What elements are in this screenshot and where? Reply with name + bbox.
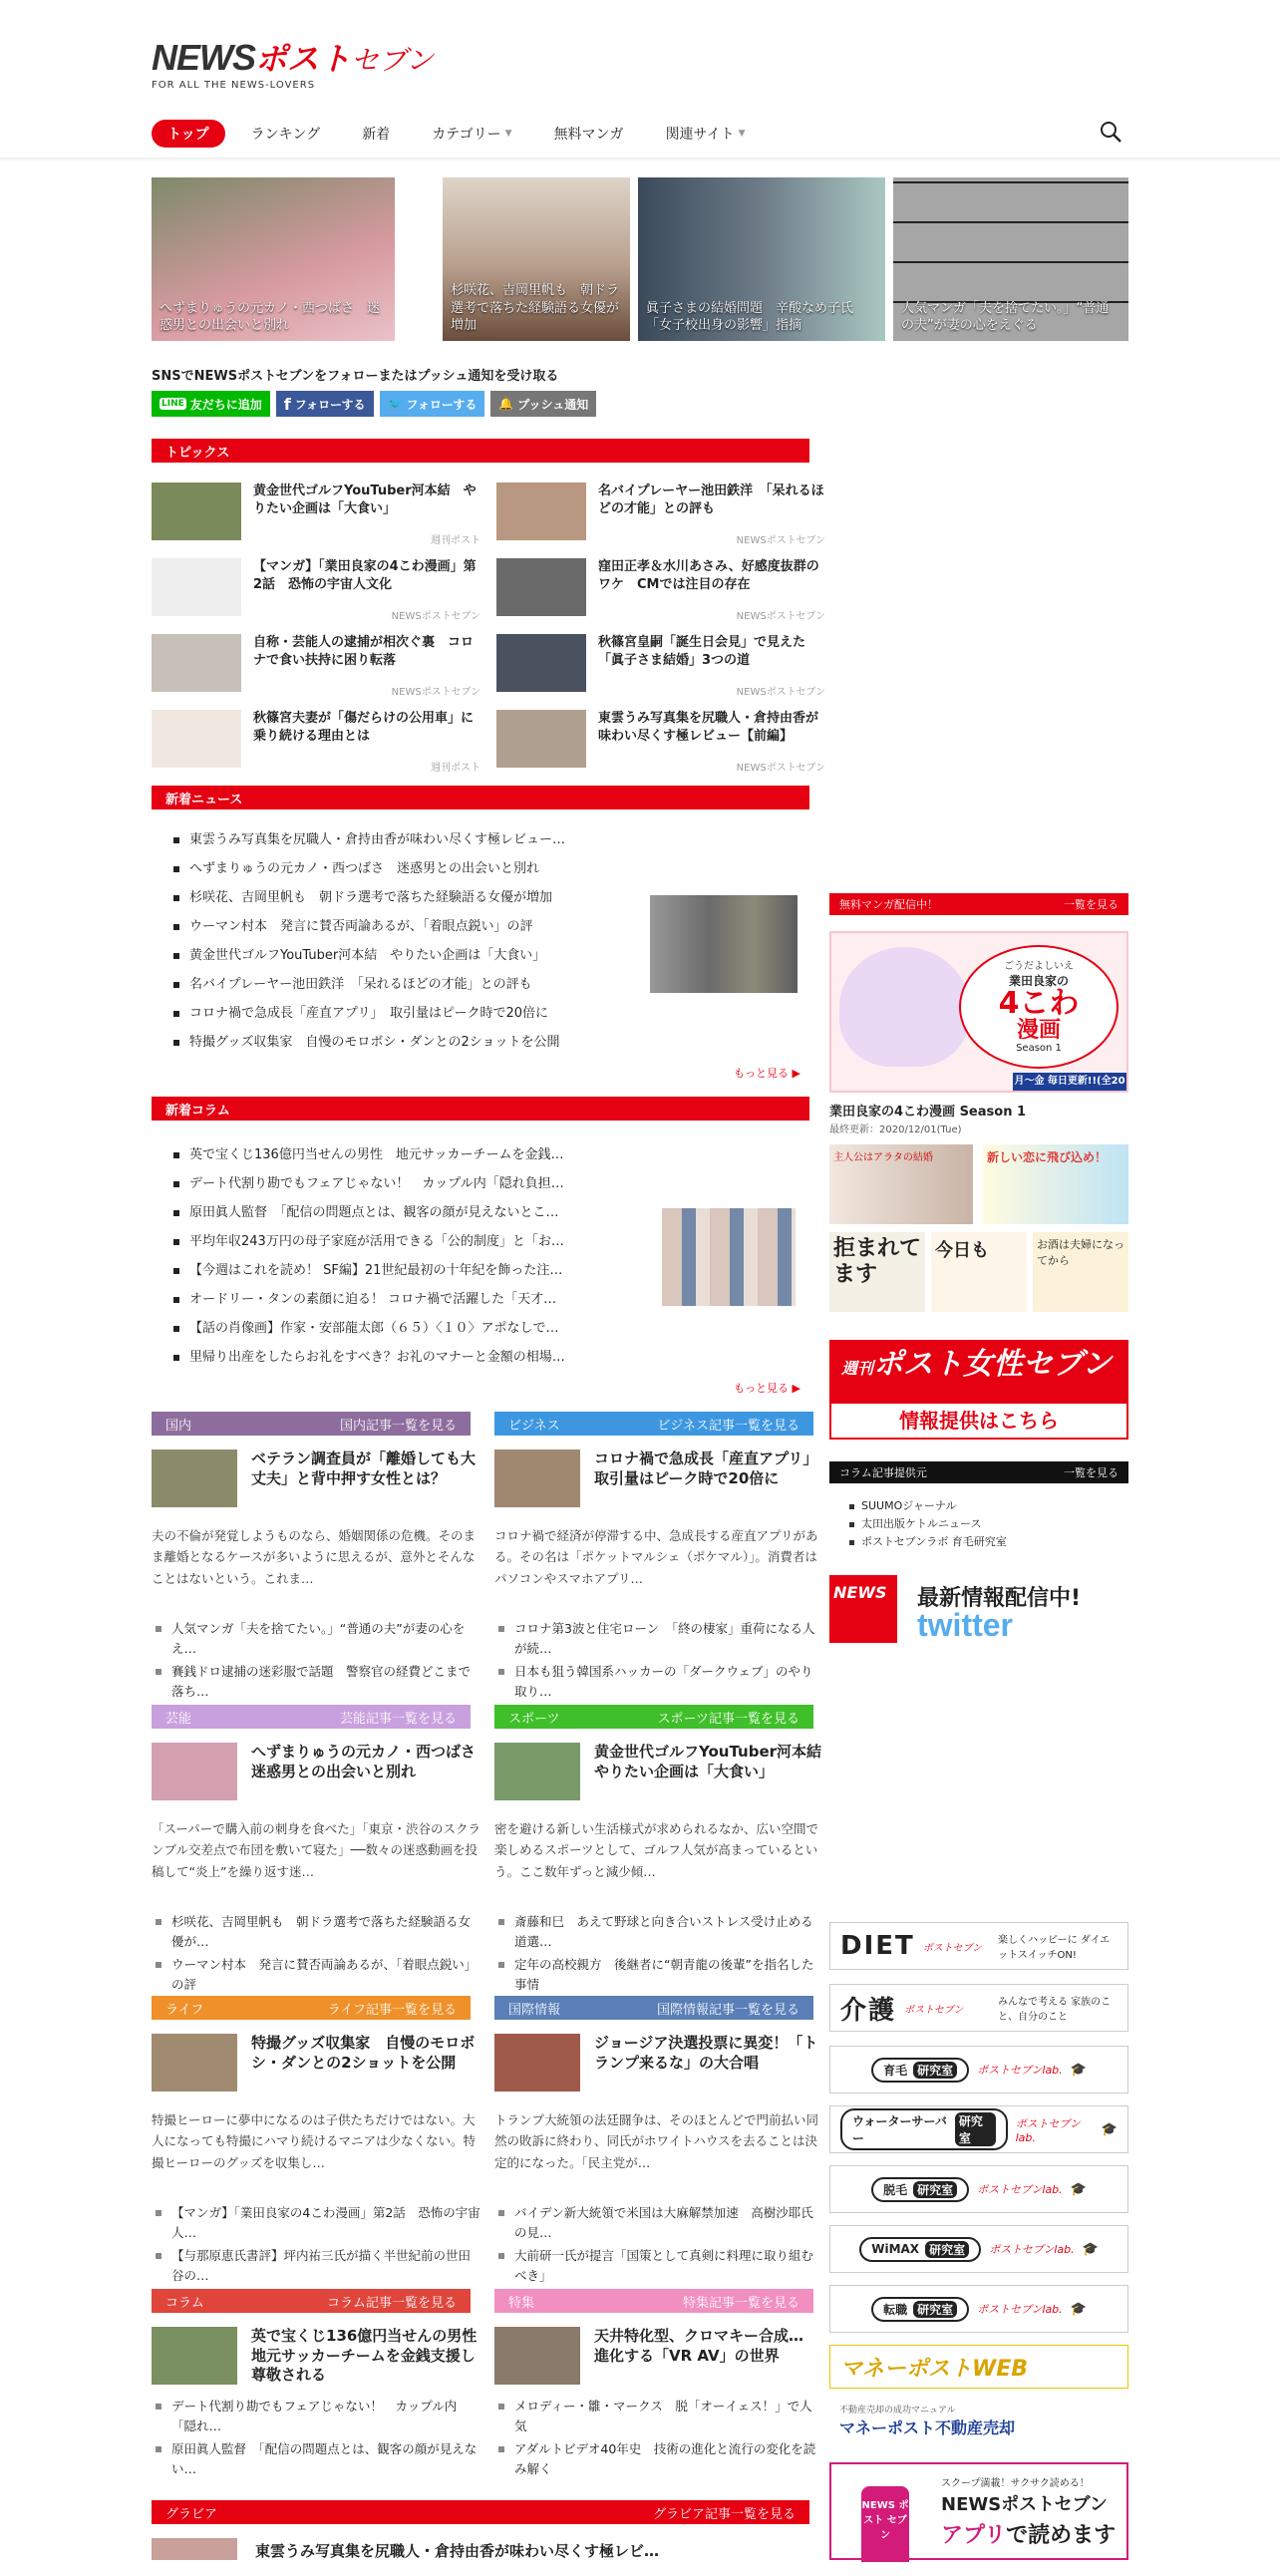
topic-source: NEWSポストセブン (391, 611, 480, 622)
topic-source: NEWSポストセブン (736, 611, 825, 622)
topic-item[interactable] (152, 710, 480, 780)
sidebar-banner[interactable]: 転職 研究室 ポストセブンlab. 🎓 (829, 2285, 1128, 2333)
sidebar-banner[interactable]: DIET ポストセブン 楽しくハッピーに ダイエットスイッチON! (829, 1922, 1128, 1970)
related-link[interactable]: 杉咲花、吉岡里帆も 朝ドラ選考で落ちた経験語る女優が… (152, 1912, 480, 1952)
category-related-list (494, 1912, 823, 1998)
sidebar-banner[interactable]: 介護 ポストセブン みんなで考える 家族のこと、自分のこと (829, 1984, 1128, 2032)
manga-title[interactable]: 業田良家の4こわ漫画 Season 1 (829, 1105, 1027, 1120)
related-link[interactable]: メロディー・雛・マークス 脱「オーイェス！」で人気 (494, 2397, 823, 2436)
gravure-list-link[interactable]: グラビア記事一覧を見る (652, 2506, 796, 2522)
category-related-list (494, 2203, 823, 2289)
category-description: コロナ禍で経済が停滞する中、急成長する産直アプリがある。その名は「ポケットマルシェ（ポケマル）」。消費者はパソコンやスマホアプリ… (494, 1528, 818, 1586)
topics-heading: トピックス (152, 439, 809, 463)
topic-source: 週刊ポスト (431, 763, 480, 774)
graduation-cap-icon: 🎓 (1070, 2062, 1087, 2078)
twitter-banner-label[interactable]: 最新情報配信中! (917, 1586, 1082, 1611)
list-item[interactable]: 東雲うみ写真集を尻職人・倉持由香が味わい尽くす極レビュー… (167, 825, 636, 854)
column-heading: 新着コラム (152, 1097, 809, 1121)
hero-card-3[interactable] (638, 177, 885, 341)
list-item[interactable]: オードリー・タンの素顔に迫る！ コロナ禍で活躍した「天才… (167, 1285, 636, 1314)
category-headline[interactable]: 英で宝くじ136億円当せんの男性 地元サッカーチームを金銭支援し尊敬される (251, 2327, 492, 2384)
category-heading: 国内 国内記事一覧を見る (152, 1412, 471, 1436)
hero-caption: へずまりゅうの元カノ・西つばさ 迷惑男との出会いと別れ (160, 300, 381, 334)
category-description: 夫の不倫が発覚しようものなら、婚姻関係の危機。そのまま離婚となるケースが多いように思えるが、意外とそんなことはないという。これま… (152, 1528, 477, 1586)
category-description: 特撮ヒーローに夢中になるのは子供たちだけではない。大人になっても特撮にハマり続けるマニアは少なくない。特撮ヒーローのグッズを収集し… (152, 2112, 477, 2170)
category-related-list (152, 2397, 480, 2482)
topic-source: NEWSポストセブン (736, 687, 825, 698)
related-link[interactable]: 人気マンガ「夫を捨てたい。」“普通の夫”が妻の心をえ… (152, 1619, 480, 1659)
category-related-list (152, 1619, 480, 1705)
nav-ranking[interactable]: ランキング (250, 127, 321, 143)
category-block (494, 2327, 823, 2576)
topic-title: 名バイプレーヤー池田鉄洋 「呆れるほどの才能」との評も (598, 483, 824, 516)
category-list-link[interactable]: 特集記事一覧を見る (682, 2295, 800, 2311)
logo-tagline: FOR ALL THE NEWS-LOVERS (152, 80, 316, 91)
topic-item[interactable] (496, 483, 825, 552)
topic-thumb (152, 483, 241, 540)
list-item[interactable]: デート代割り勘でもフェアじゃない！ カップル内「隠れ負担… (167, 1169, 636, 1198)
list-item[interactable]: 英で宝くじ136億円当せんの男性 地元サッカーチームを金銭… (167, 1140, 636, 1169)
app-banner[interactable]: NEWS ポスト セブン スクープ満載！サクサク読める！ NEWSポストセブン アプリで読めます (829, 2462, 1128, 2560)
related-link[interactable]: 【与那原恵氏書評】坪内祐三氏が描く半世紀前の世田谷の… (152, 2246, 480, 2286)
category-related-list (152, 1912, 480, 1998)
category-list-link[interactable]: コラム記事一覧を見る (327, 2295, 457, 2311)
manga-thumb-4[interactable]: 今日も (931, 1232, 1027, 1312)
category-headline[interactable]: ジョージア決選投票に異変！「トランプ来るな」の大合唱 (594, 2034, 818, 2072)
topic-thumb (152, 558, 241, 616)
graduation-cap-icon: 🎓 (1070, 2181, 1087, 2197)
category-description: トランプ大統領の法廷闘争は、そのほとんどで門前払い同然の敗訴に終わり、同氏がホワイトハウスを去ることは決定的になった。「民主党が… (494, 2112, 819, 2170)
category-thumb[interactable] (152, 2327, 237, 2385)
topic-title: 自称・芸能人の逮捕が相次ぐ裏 コロナで食い扶持に困り転落 (253, 635, 475, 668)
category-list-link[interactable]: 芸能記事一覧を見る (339, 1711, 457, 1727)
sns-buttons (152, 391, 596, 417)
sidebar-banner[interactable]: ウォーターサーバー 研究室 ポストセブンlab. 🎓 (829, 2105, 1128, 2153)
category-heading: 特集 特集記事一覧を見る (494, 2289, 813, 2313)
category-headline[interactable]: へずまりゅうの元カノ・西つばさ 迷惑男との出会いと別れ (251, 1743, 491, 1780)
topic-item[interactable] (152, 558, 480, 628)
provider-list (849, 1497, 1007, 1551)
category-thumb[interactable] (152, 1743, 237, 1800)
manga-thumb-2[interactable]: 新しい恋に飛び込め！ (983, 1144, 1128, 1224)
category-description: 密を避ける新しい生活様式が求められるなか、広い空間で楽しめるスポーツとして、ゴルフ人気が高まっているという。ここ数年ずっと減少傾… (494, 1821, 819, 1879)
graduation-cap-icon: 🎓 (1101, 2121, 1118, 2137)
site-logo[interactable] (152, 34, 434, 91)
topic-item[interactable] (496, 634, 825, 704)
topic-title: 窪田正孝＆水川あさみ、好感度抜群のワケ CMでは注目の存在 (598, 559, 819, 592)
hero-card-1[interactable] (152, 177, 395, 341)
manga-list-link[interactable]: 一覧を見る (1064, 898, 1119, 911)
category-heading: 芸能 芸能記事一覧を見る (152, 1705, 471, 1729)
facebook-follow-button[interactable]: f フォローする (276, 391, 374, 417)
sidebar-banner[interactable]: WiMAX 研究室 ポストセブンlab. 🎓 (829, 2225, 1128, 2273)
topic-item[interactable] (496, 710, 825, 780)
list-item[interactable]: 原田眞人監督 「配信の問題点とは、観客の顔が見えないとこ… (167, 1198, 636, 1227)
bell-icon: 🔔 (498, 397, 514, 411)
topic-item[interactable] (152, 634, 480, 704)
topic-thumb (152, 710, 241, 768)
list-item[interactable]: 平均年収243万円の母子家庭が活用できる「公的制度」と「お… (167, 1227, 636, 1256)
provider-item[interactable]: SUUMOジャーナル (849, 1497, 1007, 1515)
topic-title: 東雲うみ写真集を尻職人・倉持由香が味わい尽くす極レビュー【前編】 (598, 711, 819, 744)
hero-caption: 杉咲花、吉岡里帆も 朝ドラ選考で落ちた経験語る女優が増加 (451, 283, 620, 334)
category-block (494, 1449, 823, 1699)
category-block (152, 2034, 480, 2283)
twitter-icon: 🐦 (387, 397, 403, 411)
provider-item[interactable]: ポストセブンラボ 育毛研究室 (849, 1533, 1007, 1551)
manga-thumb-3[interactable]: 拒まれてます (829, 1232, 925, 1312)
category-list-link[interactable]: 国際情報記事一覧を見る (656, 2002, 800, 2018)
newspost-twitter-mark: NEWS (829, 1575, 897, 1643)
category-heading: コラム コラム記事一覧を見る (152, 2289, 471, 2313)
related-link[interactable]: コロナ第3波と住宅ローン 「終の棲家」重荷になる人が続… (494, 1619, 823, 1659)
related-link[interactable]: 日本も狙う韓国系ハッカーの「ダークウェブ」のやり取り… (494, 1662, 823, 1702)
category-headline[interactable]: 天井特化型、クロマキー合成… 進化する「VR AV」の世界 (594, 2327, 819, 2365)
topic-thumb (496, 710, 586, 768)
category-heading: ライフ ライフ記事一覧を見る (152, 1996, 471, 2020)
related-link[interactable]: 斎藤和巳 あえて野球と向き合いストレス受け止める道選… (494, 1912, 823, 1952)
twitter-brand: twitter (917, 1607, 1013, 1643)
sidebar-banner[interactable]: 脱毛 研究室 ポストセブンlab. 🎓 (829, 2165, 1128, 2213)
category-heading: ビジネス ビジネス記事一覧を見る (494, 1412, 813, 1436)
category-thumb[interactable] (152, 2034, 237, 2092)
list-item[interactable]: 【話の肖像画】作家・安部龍太郎（６５）〈１０〉アポなしで… (167, 1314, 636, 1343)
hero-card-4[interactable] (893, 177, 1128, 341)
list-item[interactable]: ウーマン村本 発言に賛否両論あるが、「着眼点鋭い」の評 (167, 912, 636, 941)
list-item[interactable]: 黄金世代ゴルフYouTuber河本結 やりたい企画は「大食い」 (167, 941, 636, 970)
category-heading: スポーツ スポーツ記事一覧を見る (494, 1705, 813, 1729)
topic-thumb (496, 558, 586, 616)
category-headline[interactable]: 黄金世代ゴルフYouTuber河本結 やりたい企画は「大食い」 (594, 1743, 837, 1780)
topic-item[interactable] (152, 483, 480, 552)
category-thumb[interactable] (494, 1449, 580, 1507)
hero-caption: 眞子さまの結婚問題 辛酸なめ子氏「女子校出身の影響」指摘 (646, 300, 854, 334)
manga-thumb-1[interactable]: 主人公はアラタの結婚 (829, 1144, 973, 1224)
graduation-cap-icon: 🎓 (1070, 2301, 1087, 2317)
category-list-link[interactable]: ライフ記事一覧を見る (327, 2002, 457, 2018)
list-item[interactable]: 杉咲花、吉岡里帆も 朝ドラ選考で落ちた経験語る女優が増加 (167, 883, 636, 912)
category-thumb[interactable] (494, 2327, 580, 2385)
logo-seven-text: セブン (351, 46, 434, 77)
topic-title: 【マンガ】「業田良家の4こわ漫画」第2話 恐怖の宇宙人文化 (253, 559, 477, 592)
hero-caption: 人気マンガ「夫を捨てたい。」“普通の夫”が妻の心をえぐる (901, 300, 1110, 334)
josei-seven-banner[interactable]: 週刊ポスト女性セブン 情報提供はこちら (829, 1340, 1128, 1440)
manga-character-image (839, 947, 969, 1067)
category-list-link[interactable]: 国内記事一覧を見る (339, 1418, 457, 1434)
sidebar-banner[interactable]: マネーポストWEB (829, 2345, 1128, 2389)
nav-category[interactable]: カテゴリー ▼ (432, 127, 512, 143)
list-item[interactable]: 名バイプレーヤー池田鉄洋 「呆れるほどの才能」との評も (167, 970, 636, 999)
category-block (152, 1449, 480, 1699)
gravure-heading: グラビア グラビア記事一覧を見る (152, 2500, 809, 2524)
related-link[interactable]: 【マンガ】「業田良家の4こわ漫画」第2話 恐怖の宇宙人… (152, 2203, 480, 2243)
related-link[interactable]: 原田眞人監督 「配信の問題点とは、観客の顔が見えない… (152, 2439, 480, 2479)
twitter-follow-button[interactable]: 🐦 フォローする (380, 391, 485, 417)
chevron-down-icon: ▼ (738, 129, 746, 139)
manga-thumb-5[interactable]: お酒は夫婦になってから (1033, 1232, 1128, 1312)
sidebar-banner[interactable]: 育毛 研究室 ポストセブンlab. 🎓 (829, 2046, 1128, 2093)
provider-list-link[interactable]: 一覧を見る (1064, 1466, 1119, 1479)
nav-free-manga[interactable]: 無料マンガ (553, 127, 624, 143)
related-link[interactable]: 賽銭ドロ逮捕の迷彩服で話題 警察官の経費どこまで落ち… (152, 1662, 480, 1702)
related-link[interactable]: 大前研一氏が提言「国策として真剣に料理に取り組むべき」 (494, 2246, 823, 2286)
category-list-link[interactable]: ビジネス記事一覧を見る (657, 1418, 800, 1434)
topic-thumb (496, 634, 586, 692)
topic-title: 秋篠宮皇嗣「誕生日会見」で見えた「眞子さま結婚」3つの道 (598, 635, 806, 668)
sidebar-banner[interactable]: 不動産売却の成功マニュアル マネーポスト不動産売却 (829, 2403, 1128, 2454)
main-nav (152, 120, 1128, 148)
provider-item[interactable]: 太田出版ケトルニュース (849, 1515, 1007, 1533)
topic-source: NEWSポストセブン (391, 687, 480, 698)
chevron-down-icon: ▼ (504, 129, 512, 139)
topic-thumb (496, 483, 586, 540)
topic-thumb (152, 634, 241, 692)
category-related-list (494, 1619, 823, 1705)
list-item[interactable]: コロナ禍で急成長「産直アプリ」 取引量はピーク時で20倍に (167, 999, 636, 1028)
category-headline[interactable]: コロナ禍で急成長「産直アプリ」 取引量はピーク時で20倍に (594, 1449, 825, 1487)
topic-item[interactable] (496, 558, 825, 628)
nav-top[interactable]: トップ (152, 120, 225, 148)
graduation-cap-icon: 🎓 (1082, 2241, 1099, 2257)
column-list (167, 1140, 636, 1372)
category-description: 「スーパーで購入前の刺身を食べた」「東京・渋谷のスクランブル交差点で布団を敷いて寝た」──数々の迷惑動画を投稿して“炎上”を繰り返す迷… (152, 1821, 481, 1879)
push-notification-button[interactable]: 🔔 プッシュ通知 (490, 391, 596, 417)
related-link[interactable]: デート代割り勘でもフェアじゃない！ カップル内「隠れ… (152, 2397, 480, 2436)
news-more-link[interactable]: もっと見る ▶ (734, 1067, 800, 1080)
related-link[interactable]: 定年の高校親方 後継者に“朝青龍の後輩”を指名した事情 (494, 1955, 823, 1995)
list-item[interactable]: 特撮グッズ収集家 自慢のモロボシ・ダンとの2ショットを公開 (167, 1028, 636, 1057)
category-headline[interactable]: 特撮グッズ収集家 自慢のモロボシ・ダンとの2ショットを公開 (251, 2034, 476, 2072)
related-link[interactable]: ウーマン村本 発言に賛否両論あるが、「着眼点鋭い」の評 (152, 1955, 480, 1995)
line-add-friend-button[interactable]: LINE 友だちに追加 (152, 391, 270, 417)
category-thumb[interactable] (152, 1449, 237, 1507)
line-icon: LINE (161, 399, 184, 409)
column-more-link[interactable]: もっと見る ▶ (734, 1382, 800, 1395)
sns-heading: SNSでNEWSポストセブンをフォローまたはプッシュ通知を受け取る (152, 369, 559, 384)
provider-heading: コラム記事提供元 一覧を見る (829, 1461, 1128, 1483)
logo-news-text: NEWS (152, 37, 255, 78)
category-list-link[interactable]: スポーツ記事一覧を見る (657, 1711, 800, 1727)
category-thumb[interactable] (494, 2034, 580, 2092)
news-heading: 新着ニュース (152, 786, 809, 809)
app-badge: NEWS ポスト セブン (861, 2486, 909, 2562)
news-list (167, 825, 636, 1057)
topic-source: NEWSポストセブン (736, 535, 825, 546)
news-image[interactable] (650, 895, 798, 993)
nav-new[interactable]: 新着 (362, 127, 391, 143)
topic-source: 週刊ポスト (431, 535, 480, 546)
list-item[interactable]: 【今週はこれを読め！ SF編】21世紀最初の十年紀を飾った注… (167, 1256, 636, 1285)
hero-card-2[interactable] (443, 177, 630, 341)
manga-updated: 最終更新：2020/12/01(Tue) (829, 1125, 962, 1135)
column-image[interactable] (662, 1208, 796, 1306)
facebook-icon: f (283, 394, 291, 414)
category-related-list (152, 2203, 480, 2289)
category-related-list (494, 2397, 823, 2482)
topic-title: 黄金世代ゴルフYouTuber河本結 やりたい企画は「大食い」 (253, 483, 477, 516)
related-link[interactable]: バイデン新大統領で米国は大麻解禁加速 高樹沙耶氏の見… (494, 2203, 823, 2243)
category-block (152, 1743, 491, 1992)
logo-post-text: ポスト (255, 40, 352, 78)
topic-title: 秋篠宮夫妻が「傷だらけの公用車」に乗り続ける理由とは (253, 711, 475, 744)
free-manga-heading: 無料マンガ配信中！ 一覧を見る (829, 893, 1128, 915)
list-item[interactable]: 里帰り出産をしたらお礼をすべき？お礼のマナーと金額の相場… (167, 1343, 636, 1372)
category-block (494, 1743, 837, 1992)
list-item[interactable]: へずまりゅうの元カノ・西つばさ 迷惑男との出会いと別れ (167, 854, 636, 883)
topic-source: NEWSポストセブン (736, 763, 825, 774)
gravure-thumb[interactable] (152, 2538, 237, 2560)
manga-banner[interactable]: ごうだよしいえ 業田良家の 4こわ 漫画 Season 1 月～金 毎日更新!!(全20回) (829, 931, 1128, 1093)
gravure-title[interactable]: 東雲うみ写真集を尻職人・倉持由香が味わい尽くす極レビ… (255, 2542, 660, 2560)
category-heading: 国際情報 国際情報記事一覧を見る (494, 1996, 813, 2020)
category-thumb[interactable] (494, 1743, 580, 1800)
search-icon[interactable] (1099, 120, 1128, 148)
category-block (494, 2034, 823, 2283)
category-headline[interactable]: ベテラン調査員が「離婚しても大丈夫」と背中押す女性とは？ (251, 1449, 477, 1487)
related-link[interactable]: アダルトビデオ40年史 技術の進化と流行の変化を読み解く (494, 2439, 823, 2479)
nav-related-sites[interactable]: 関連サイト ▼ (665, 127, 746, 143)
